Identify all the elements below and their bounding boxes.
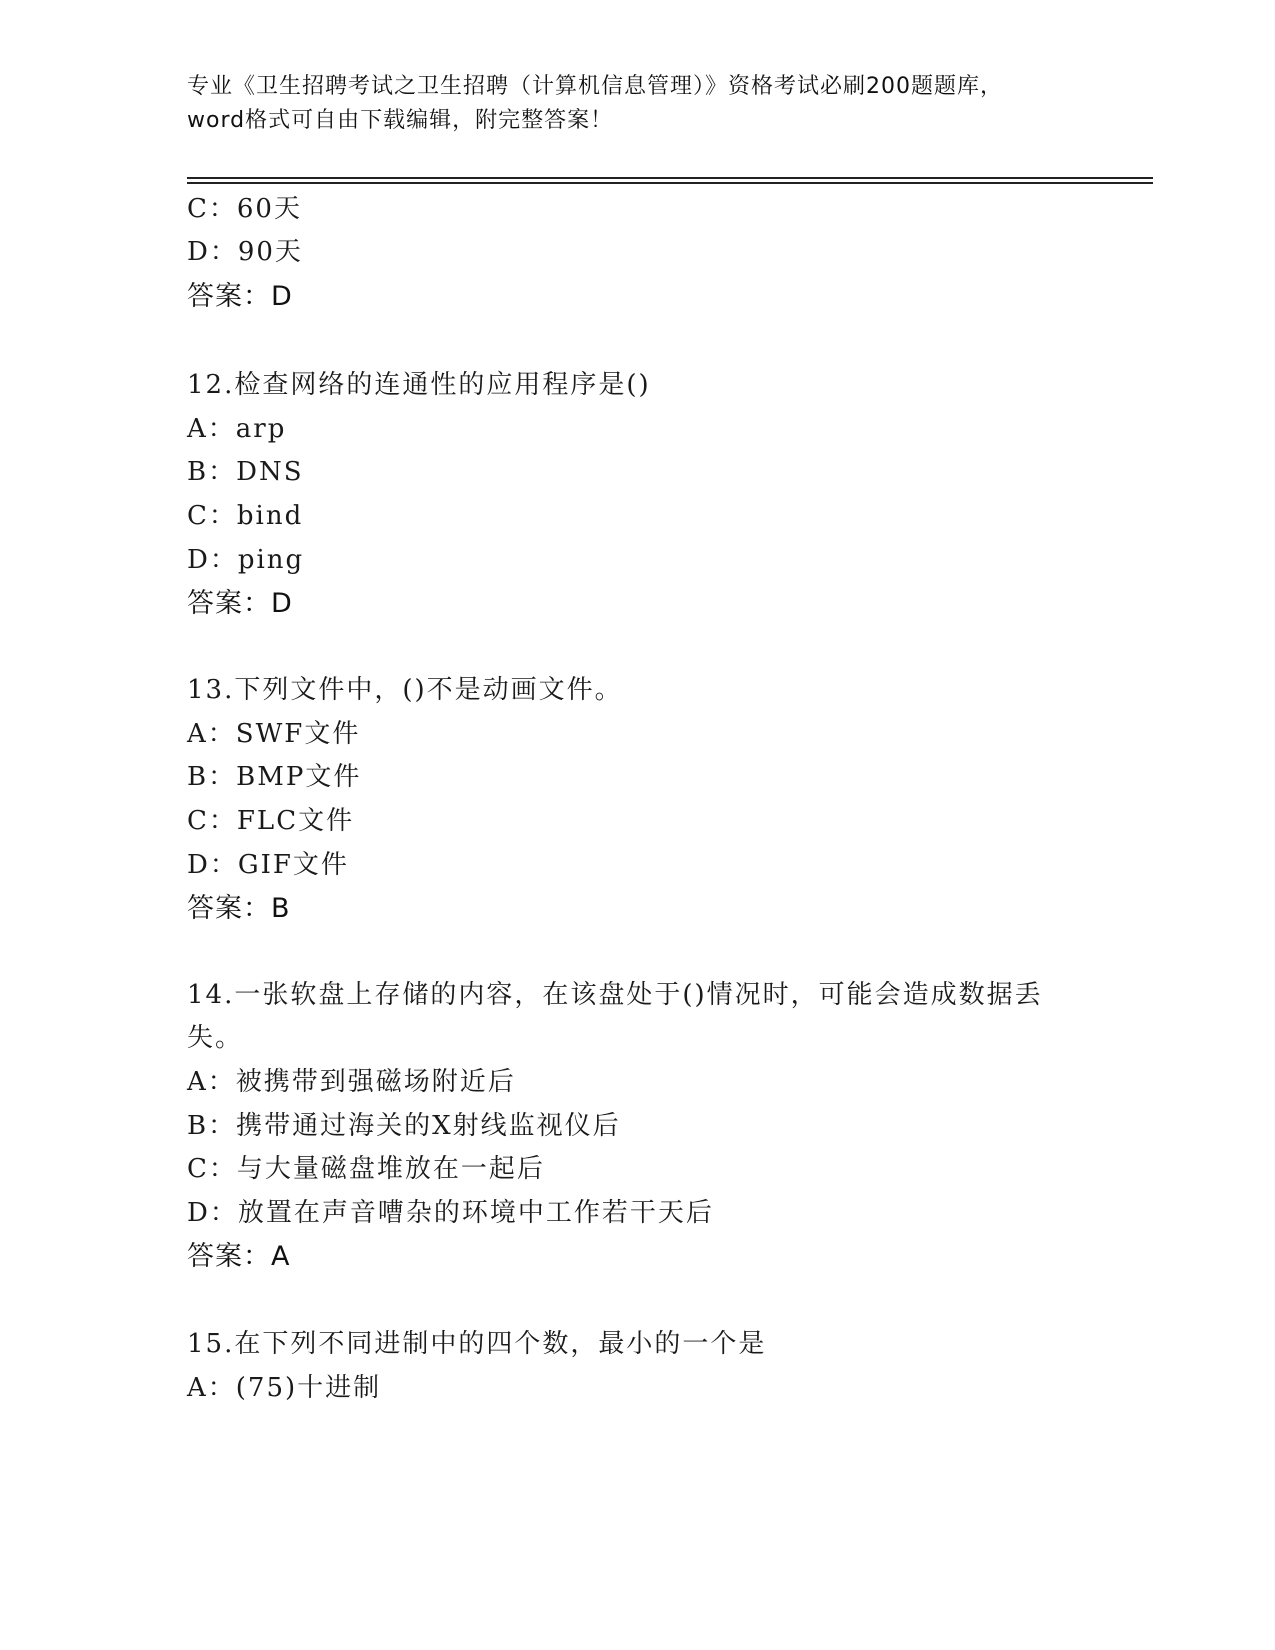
q13-question: 13.下列文件中，()不是动画文件。 [187, 675, 623, 705]
q12-option-a: A：arp [187, 414, 287, 444]
q13-answer: 答案：B [187, 893, 291, 924]
header-divider-top [187, 177, 1153, 179]
prev-option-d: D：90天 [187, 237, 303, 267]
q14-question-line-1: 14.一张软盘上存储的内容，在该盘处于()情况时，可能会造成数据丢 [187, 980, 1043, 1010]
q15-question: 15.在下列不同进制中的四个数，最小的一个是 [187, 1329, 767, 1359]
header-line-1: 专业《卫生招聘考试之卫生招聘（计算机信息管理）》资格考试必刷200题题库， [187, 74, 1003, 99]
q13-option-d: D：GIF文件 [187, 850, 349, 880]
q13-option-b: B：BMP文件 [187, 762, 362, 792]
q12-option-c: C：bind [187, 501, 304, 531]
q14-option-d: D：放置在声音嘈杂的环境中工作若干天后 [187, 1198, 714, 1228]
q12-answer: 答案：D [187, 588, 293, 619]
q13-option-c: C：FLC文件 [187, 806, 355, 836]
q12-option-d: D：ping [187, 545, 305, 575]
q12-option-b: B：DNS [187, 457, 304, 487]
document-header [187, 70, 1087, 138]
q14-answer: 答案：A [187, 1241, 291, 1272]
q14-option-c: C：与大量磁盘堆放在一起后 [187, 1154, 545, 1184]
header-line-2: word格式可自由下载编辑，附完整答案！ [187, 108, 614, 133]
q14-option-a: A：被携带到强磁场附近后 [187, 1067, 516, 1097]
q13-option-a: A：SWF文件 [187, 719, 361, 749]
q14-option-b: B：携带通过海关的X射线监视仪后 [187, 1111, 621, 1141]
prev-answer: 答案：D [187, 281, 293, 312]
q15-option-a: A：(75)十进制 [187, 1373, 382, 1403]
header-divider-bottom [187, 182, 1153, 184]
q14-question-line-2: 失。 [187, 1023, 244, 1053]
q12-question: 12.检查网络的连通性的应用程序是() [187, 370, 651, 400]
prev-option-c: C：60天 [187, 194, 302, 224]
